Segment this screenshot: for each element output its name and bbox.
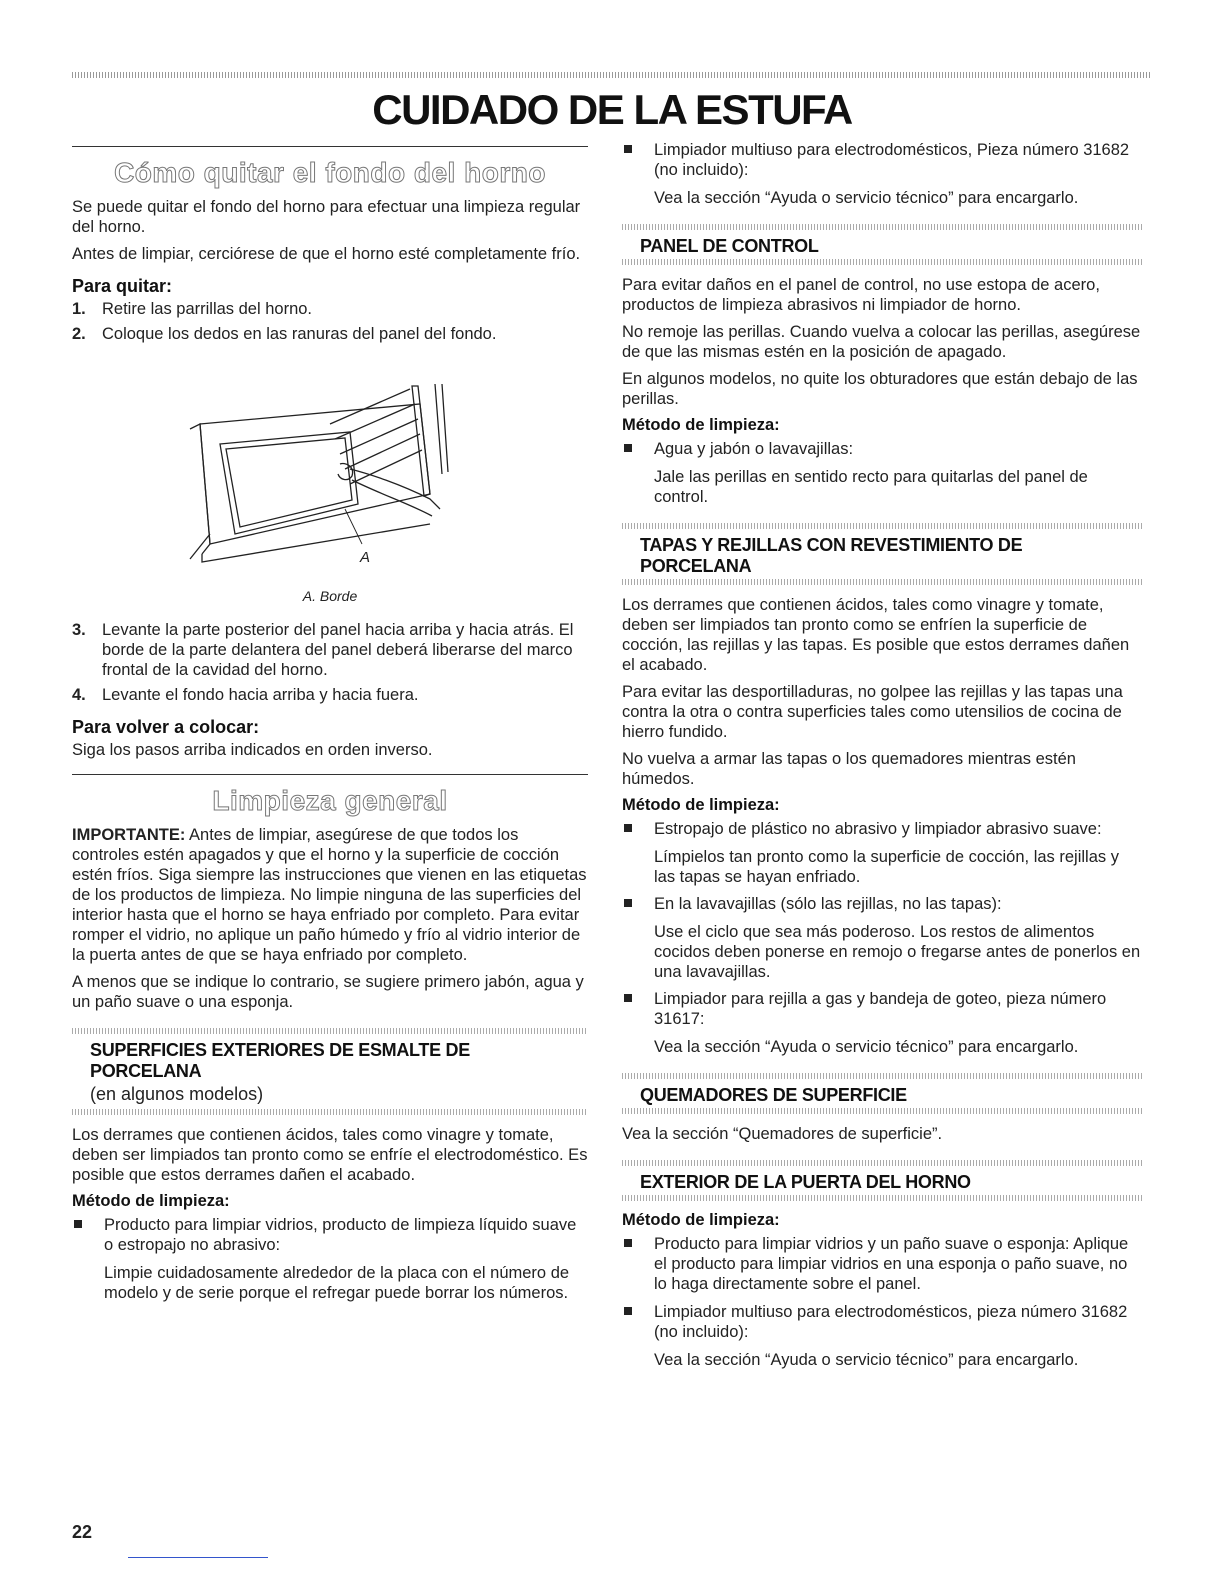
bullet-list <box>622 140 1142 180</box>
step-item <box>72 685 588 705</box>
steps-list <box>72 620 588 705</box>
control-panel-section <box>622 224 1142 265</box>
important-paragraph <box>72 825 588 965</box>
hatch-rule <box>622 1108 1142 1114</box>
step-text: Coloque los dedos en las ranuras del panel del fondo. <box>102 325 497 343</box>
oven-cavity-outline <box>200 404 430 544</box>
oven-front-frame <box>202 524 430 562</box>
caps-grates-section <box>622 523 1142 585</box>
bullet-text: Limpiador multiuso para electrodomésticos, Pieza número 31682 (no incluido): <box>654 141 1130 179</box>
lower-left-line <box>190 534 210 559</box>
bullet-detail: Use el ciclo que sea más poderoso. Los restos de alimentos cocidos deben ponerse en remojo o fregarse antes de ponerlos en una lavavajillas. <box>654 923 1141 981</box>
step-item <box>72 620 588 680</box>
bullet-detail: Vea la sección “Ayuda o servicio técnico” para encargarlo. <box>654 189 1079 207</box>
square-bullet-icon <box>624 824 632 832</box>
hatch-rule <box>622 259 1142 265</box>
top-hatch-bar <box>72 72 1152 78</box>
paragraph: Antes de limpiar, cerciórese de que el horno esté completamente frío. <box>72 245 581 263</box>
bullet-list <box>622 894 1142 914</box>
bullet-list <box>72 1215 588 1255</box>
hatch-rule <box>72 1109 588 1115</box>
method-heading: Método de limpieza: <box>622 1211 780 1229</box>
enamel-section <box>72 1028 588 1115</box>
bullet-text: Limpiador multiuso para electrodomésticos, pieza número 31682 (no incluido): <box>654 1303 1128 1341</box>
step-item <box>72 299 588 319</box>
square-bullet-icon <box>624 994 632 1002</box>
bullet-text: Producto para limpiar vidrios, producto de limpieza líquido suave o estropajo no abrasivo: <box>104 1216 577 1254</box>
oven-door-title: EXTERIOR DE LA PUERTA DEL HORNO <box>640 1172 971 1192</box>
paragraph: Para evitar las desportilladuras, no golpee las rejillas y las tapas una contra la otra o contra superficies tales como utensilios de cocina de hierro fundido. <box>622 683 1123 741</box>
step-text: Retire las parrillas del horno. <box>102 300 313 318</box>
bullet-detail: Límpielos tan pronto como la superficie de cocción, las rejillas y las tapas se hayan enfriado. <box>654 848 1119 886</box>
right-column <box>622 140 1142 1377</box>
enamel-title: SUPERFICIES EXTERIORES DE ESMALTE DE PORCELANA <box>90 1040 470 1081</box>
bullet-item <box>72 1215 588 1255</box>
bullet-item <box>622 819 1142 839</box>
bullet-text: Agua y jabón o lavavajillas: <box>654 440 854 458</box>
door-edge <box>435 384 448 474</box>
figure-caption: A. Borde <box>302 588 358 604</box>
paragraph: A menos que se indique lo contrario, se sugiere primero jabón, agua y un paño suave o una esponja. <box>72 973 584 1011</box>
section-rule <box>72 774 588 775</box>
footer-line <box>128 1557 268 1558</box>
page-title: CUIDADO DE LA ESTUFA <box>372 86 852 133</box>
step-number: 2. <box>72 325 86 343</box>
fingers-outline <box>338 464 353 480</box>
bullet-list <box>622 989 1142 1029</box>
bullet-item <box>622 140 1142 180</box>
bullet-list <box>622 819 1142 839</box>
bullet-text: Limpiador para rejilla a gas y bandeja de goteo, pieza número 31617: <box>654 990 1107 1028</box>
square-bullet-icon <box>624 145 632 153</box>
important-label: IMPORTANTE: <box>72 826 186 844</box>
bullet-detail: Limpie cuidadosamente alrededor de la placa con el número de modelo y de serie porque el refregar puede borrar los números. <box>104 1264 570 1302</box>
square-bullet-icon <box>624 444 632 452</box>
method-heading: Método de limpieza: <box>622 796 780 814</box>
bullet-item <box>622 989 1142 1029</box>
paragraph: Los derrames que contienen ácidos, tales como vinagre y tomate, deben ser limpiados tan pronto como se enfríen la superficie de cocción, las rejillas y las tapas. Es posible que estos derrames dañen el acabado. <box>622 596 1130 674</box>
bullet-item <box>622 894 1142 914</box>
paragraph: Para evitar daños en el panel de control, no use estopa de acero, productos de limpieza abrasivos ni limpiador de horno. <box>622 276 1100 314</box>
paragraph: No vuelva a armar las tapas o los quemadores mientras estén húmedos. <box>622 750 1076 788</box>
section-rule <box>72 146 588 147</box>
subheading-remove: Para quitar: <box>72 276 173 296</box>
bullet-item <box>622 439 1142 459</box>
square-bullet-icon <box>624 1239 632 1247</box>
method-heading: Método de limpieza: <box>622 416 780 434</box>
section-heading-remove-bottom: Cómo quitar el fondo del horno <box>114 157 546 188</box>
step-number: 3. <box>72 621 86 639</box>
bullet-detail: Vea la sección “Ayuda o servicio técnico” para encargarlo. <box>654 1351 1079 1369</box>
subheading-replace: Para volver a colocar: <box>72 717 260 737</box>
bullet-detail: Jale las perillas en sentido recto para quitarlas del panel de control. <box>654 468 1088 506</box>
enamel-subtitle: (en algunos modelos) <box>90 1084 264 1104</box>
oven-side-wall <box>190 424 210 554</box>
step-number: 1. <box>72 300 86 318</box>
square-bullet-icon <box>624 1307 632 1315</box>
paragraph: Los derrames que contienen ácidos, tales como vinagre y tomate, deben ser limpiados tan pronto como se enfríe el electrodoméstico. Es posible que estos derrames dañen el acabado. <box>72 1126 588 1184</box>
rack-lines <box>330 389 422 484</box>
caps-grates-title: TAPAS Y REJILLAS CON REVESTIMIENTO DE PORCELANA <box>640 535 1023 576</box>
bullet-list <box>622 439 1142 459</box>
step-item <box>72 324 588 344</box>
bullet-detail: Vea la sección “Ayuda o servicio técnico” para encargarlo. <box>654 1038 1079 1056</box>
leader-line <box>345 509 362 544</box>
square-bullet-icon <box>74 1220 82 1228</box>
hatch-rule <box>622 579 1142 585</box>
bullet-text: Estropajo de plástico no abrasivo y limpiador abrasivo suave: <box>654 820 1102 838</box>
figure-label-a: A <box>360 549 371 566</box>
bottom-panel-inner <box>226 438 352 527</box>
hatch-rule <box>622 1195 1142 1201</box>
important-text: Antes de limpiar, asegúrese de que todos los controles estén apagados y que el horno y la superficie de cocción estén fríos. Siga siempre las instrucciones que vienen en las etiquetas de los productos de limpieza. No limpie ninguna de las superficies del interior hasta que el horno se haya enfriado por completo. Para evitar romper el vidrio, no aplique un paño húmedo y frío al vidrio interior de la puerta antes de que se haya enfriado por completo. <box>72 826 587 964</box>
burners-section <box>622 1073 1142 1114</box>
square-bullet-icon <box>624 899 632 907</box>
step-text: Levante la parte posterior del panel hacia arriba y hacia atrás. El borde de la parte delantera del panel deberá liberarse del marco frontal de la cavidad del horno. <box>102 621 574 679</box>
bullet-item <box>622 1302 1142 1342</box>
paragraph: En algunos modelos, no quite los obturadores que están debajo de las perillas. <box>622 370 1138 408</box>
control-panel-title: PANEL DE CONTROL <box>640 236 819 256</box>
bullet-text: Producto para limpiar vidrios y un paño suave o esponja: Aplique el producto para limpiar vidrios en una esponja o paño suave, no lo haga directamente sobre el panel. <box>654 1235 1129 1293</box>
steps-list <box>72 299 588 344</box>
page-number: 22 <box>72 1522 93 1542</box>
left-column <box>72 140 588 1310</box>
step-text: Levante el fondo hacia arriba y hacia fuera. <box>102 686 419 704</box>
bullet-list <box>622 1234 1142 1342</box>
method-heading: Método de limpieza: <box>72 1192 230 1210</box>
paragraph: No remoje las perillas. Cuando vuelva a colocar las perillas, asegúrese de que las mismas estén en la posición de apagado. <box>622 323 1141 361</box>
paragraph: Siga los pasos arriba indicados en orden inverso. <box>72 741 433 759</box>
bullet-item <box>622 1234 1142 1294</box>
bullet-text: En la lavavajillas (sólo las rejillas, no las tapas): <box>654 895 1002 913</box>
burners-title: QUEMADORES DE SUPERFICIE <box>640 1085 907 1105</box>
section-heading-general-cleaning: Limpieza general <box>212 785 448 816</box>
oven-right-wall <box>412 386 430 496</box>
oven-door-section <box>622 1160 1142 1201</box>
paragraph: Se puede quitar el fondo del horno para efectuar una limpieza regular del horno. <box>72 198 581 236</box>
paragraph: Vea la sección “Quemadores de superficie”. <box>622 1125 943 1143</box>
step-number: 4. <box>72 686 86 704</box>
oven-bottom-illustration <box>180 384 480 574</box>
